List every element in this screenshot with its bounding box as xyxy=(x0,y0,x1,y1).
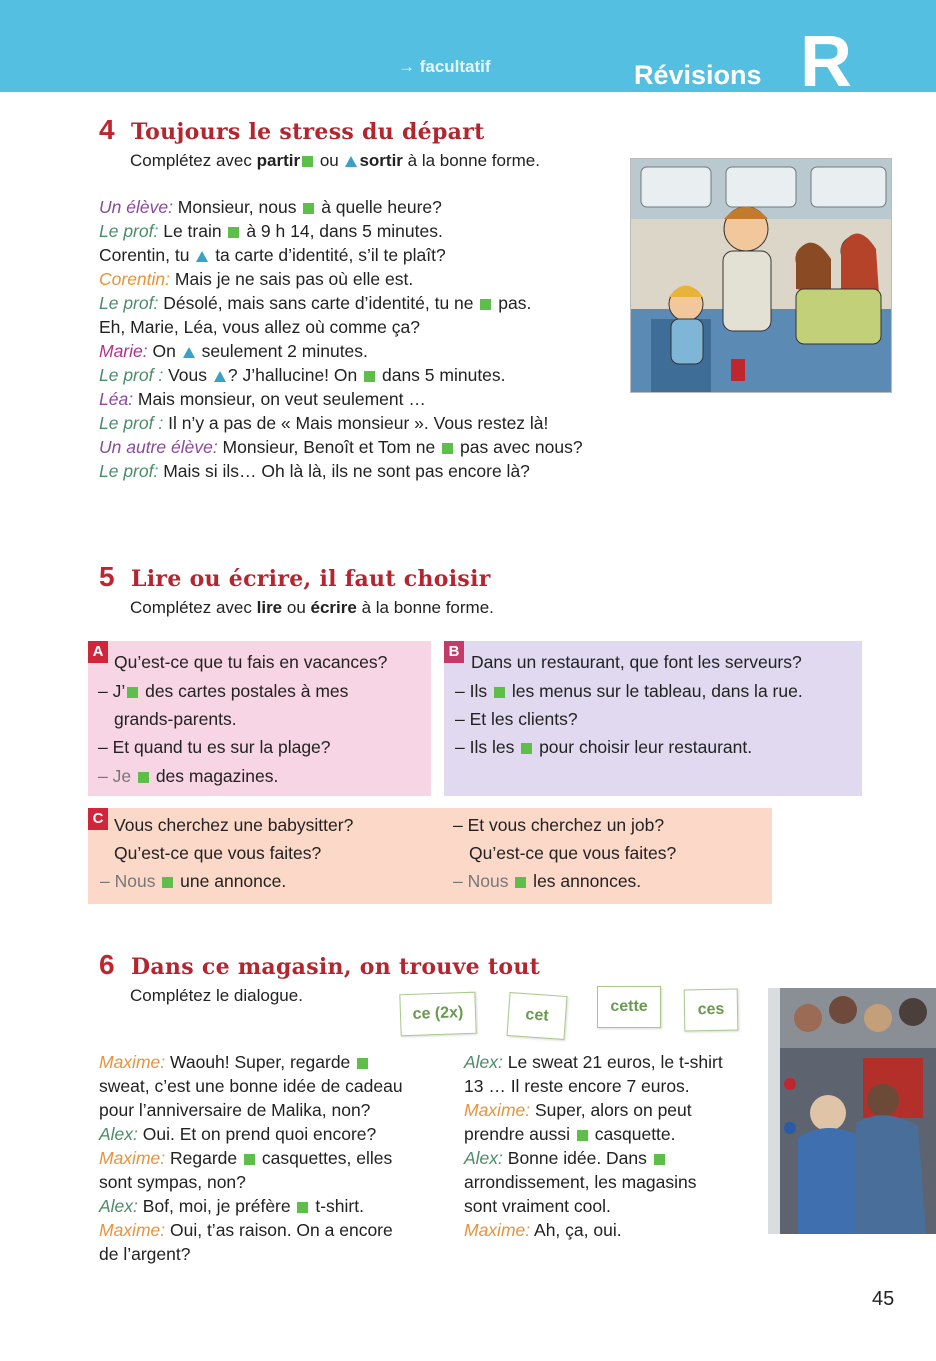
dialogue-line: Maxime: Ah, ça, oui. xyxy=(464,1220,622,1240)
green-square-icon xyxy=(127,687,138,698)
word-card-cette: cette xyxy=(597,986,661,1028)
exercise-5-title: Lire ou écrire, il faut choisir xyxy=(131,566,491,592)
box-a-label: A xyxy=(88,641,108,663)
dialogue-line: arrondissement, les magasins xyxy=(464,1172,697,1192)
dialogue-line: Maxime: Oui, t’as raison. On a encore xyxy=(99,1220,393,1240)
dialogue-line: Le prof: Le train à 9 h 14, dans 5 minutes. xyxy=(99,221,443,241)
box-a-line: – Je des magazines. xyxy=(98,766,279,786)
dialogue-line: Un élève: Monsieur, nous à quelle heure? xyxy=(99,197,442,217)
dialogue-line: Corentin: Mais je ne sais pas où elle est. xyxy=(99,269,414,289)
green-square-icon xyxy=(357,1058,368,1069)
green-square-icon xyxy=(244,1154,255,1165)
box-c-label: C xyxy=(88,808,108,830)
dialogue-line: Alex: Le sweat 21 euros, le t-shirt xyxy=(464,1052,723,1072)
word-card-cet: cet xyxy=(507,992,568,1040)
box-c-line: – Et vous cherchez un job? xyxy=(453,815,665,835)
exercise-6-dialogue-left xyxy=(99,1050,403,1266)
dialogue-line: Maxime: Regarde casquettes, elles xyxy=(99,1148,393,1168)
exercise-6-title: Dans ce magasin, on trouve tout xyxy=(131,954,541,980)
box-c-line: Qu’est-ce que vous faites? xyxy=(469,843,677,863)
dialogue-line: Corentin, tu ta carte d’identité, s’il te plaît? xyxy=(99,245,446,265)
green-square-icon xyxy=(364,371,375,382)
box-a-line: – J’ des cartes postales à mes xyxy=(98,681,349,701)
exercise-4-instruction: Complétez avec partir ou sortir à la bonne forme. xyxy=(130,151,540,170)
blue-triangle-icon xyxy=(183,347,195,358)
box-a-line: Qu’est-ce que tu fais en vacances? xyxy=(114,652,388,672)
box-c-line: – Nous une annonce. xyxy=(100,871,287,891)
exercise-4-dialogue xyxy=(99,195,583,483)
dialogue-line: Alex: Oui. Et on prend quoi encore? xyxy=(99,1124,377,1144)
exercise-4-title: Toujours le stress du départ xyxy=(131,119,485,145)
dialogue-line: Eh, Marie, Léa, vous allez où comme ça? xyxy=(99,317,420,337)
green-square-icon xyxy=(480,299,491,310)
green-square-icon xyxy=(494,687,505,698)
dialogue-line: Marie: On seulement 2 minutes. xyxy=(99,341,368,361)
green-square-icon xyxy=(577,1130,588,1141)
green-square-icon xyxy=(228,227,239,238)
dialogue-line: 13 … Il reste encore 7 euros. xyxy=(464,1076,690,1096)
dialogue-line: Un autre élève: Monsieur, Benoît et Tom ne pas avec nous? xyxy=(99,437,583,457)
dialogue-line: sont sympas, non? xyxy=(99,1172,246,1192)
box-b-line: – Et les clients? xyxy=(455,709,578,729)
train-illustration-drawing xyxy=(631,159,892,393)
green-square-icon xyxy=(654,1154,665,1165)
dialogue-line: Maxime: Super, alors on peut xyxy=(464,1100,692,1120)
blue-triangle-icon xyxy=(345,156,357,167)
dialogue-line: Maxime: Waouh! Super, regarde xyxy=(99,1050,403,1074)
box-b-line: – Ils les menus sur le tableau, dans la rue. xyxy=(455,681,803,701)
exercise-box-b xyxy=(444,641,862,796)
page-number: 45 xyxy=(872,1288,895,1310)
dialogue-line: Le prof: Mais si ils… Oh là là, ils ne sont pas encore là? xyxy=(99,461,530,481)
exercise-box-c xyxy=(88,808,772,904)
exercise-5-instruction: Complétez avec lire ou écrire à la bonne forme. xyxy=(130,598,494,617)
box-b-label: B xyxy=(444,641,464,663)
box-a-line: – Et quand tu es sur la plage? xyxy=(98,737,331,757)
box-b-line: – Ils les pour choisir leur restaurant. xyxy=(455,737,753,757)
section-title: Révisions xyxy=(634,60,762,90)
green-square-icon xyxy=(302,156,313,167)
shop-photo-drawing xyxy=(768,988,936,1234)
green-square-icon xyxy=(442,443,453,454)
box-a-line: grands-parents. xyxy=(114,709,237,729)
green-square-icon xyxy=(303,203,314,214)
exercise-6-dialogue-right xyxy=(464,1050,723,1242)
word-card-ce: ce (2x) xyxy=(399,992,476,1037)
green-square-icon xyxy=(138,772,149,783)
dialogue-line: Le prof : Vous ? J’hallucine! On dans 5 minutes. xyxy=(99,365,506,385)
dialogue-line: sweat, c’est une bonne idée de cadeau xyxy=(99,1076,403,1096)
dialogue-line: de l’argent? xyxy=(99,1244,191,1264)
exercise-5-number: 5 xyxy=(99,561,115,592)
green-square-icon xyxy=(521,743,532,754)
dialogue-line: Alex: Bof, moi, je préfère t-shirt. xyxy=(99,1196,364,1216)
dialogue-line: prendre aussi casquette. xyxy=(464,1124,676,1144)
dialogue-line: sont vraiment cool. xyxy=(464,1196,611,1216)
section-letter: R xyxy=(800,22,852,102)
box-c-line: Vous cherchez une babysitter? xyxy=(114,815,354,835)
blue-triangle-icon xyxy=(214,371,226,382)
exercise-4-number: 4 xyxy=(99,114,115,145)
dialogue-line: Léa: Mais monsieur, on veut seulement … xyxy=(99,389,426,409)
dialogue-line: Alex: Bonne idée. Dans xyxy=(464,1146,723,1170)
header-band xyxy=(0,0,936,92)
box-c-line: Qu’est-ce que vous faites? xyxy=(114,843,322,863)
exercise-6-number: 6 xyxy=(99,949,115,980)
green-square-icon xyxy=(297,1202,308,1213)
green-square-icon xyxy=(515,877,526,888)
dialogue-line: pour l’anniversaire de Malika, non? xyxy=(99,1100,371,1120)
box-b-line: Dans un restaurant, que font les serveurs? xyxy=(471,652,802,672)
exercise-box-a xyxy=(88,641,431,796)
green-square-icon xyxy=(162,877,173,888)
blue-triangle-icon xyxy=(196,251,208,262)
dialogue-line: Le prof: Désolé, mais sans carte d’identité, tu ne pas. xyxy=(99,293,532,313)
train-illustration xyxy=(630,158,892,393)
facultatif-label: → facultatif xyxy=(398,57,491,76)
exercise-6-instruction: Complétez le dialogue. xyxy=(130,986,303,1005)
dialogue-line: Le prof : Il n’y a pas de « Mais monsieur ». Vous restez là! xyxy=(99,413,549,433)
box-c-line: – Nous les annonces. xyxy=(453,871,642,891)
word-card-ces: ces xyxy=(684,989,739,1032)
shop-photo xyxy=(768,988,936,1234)
